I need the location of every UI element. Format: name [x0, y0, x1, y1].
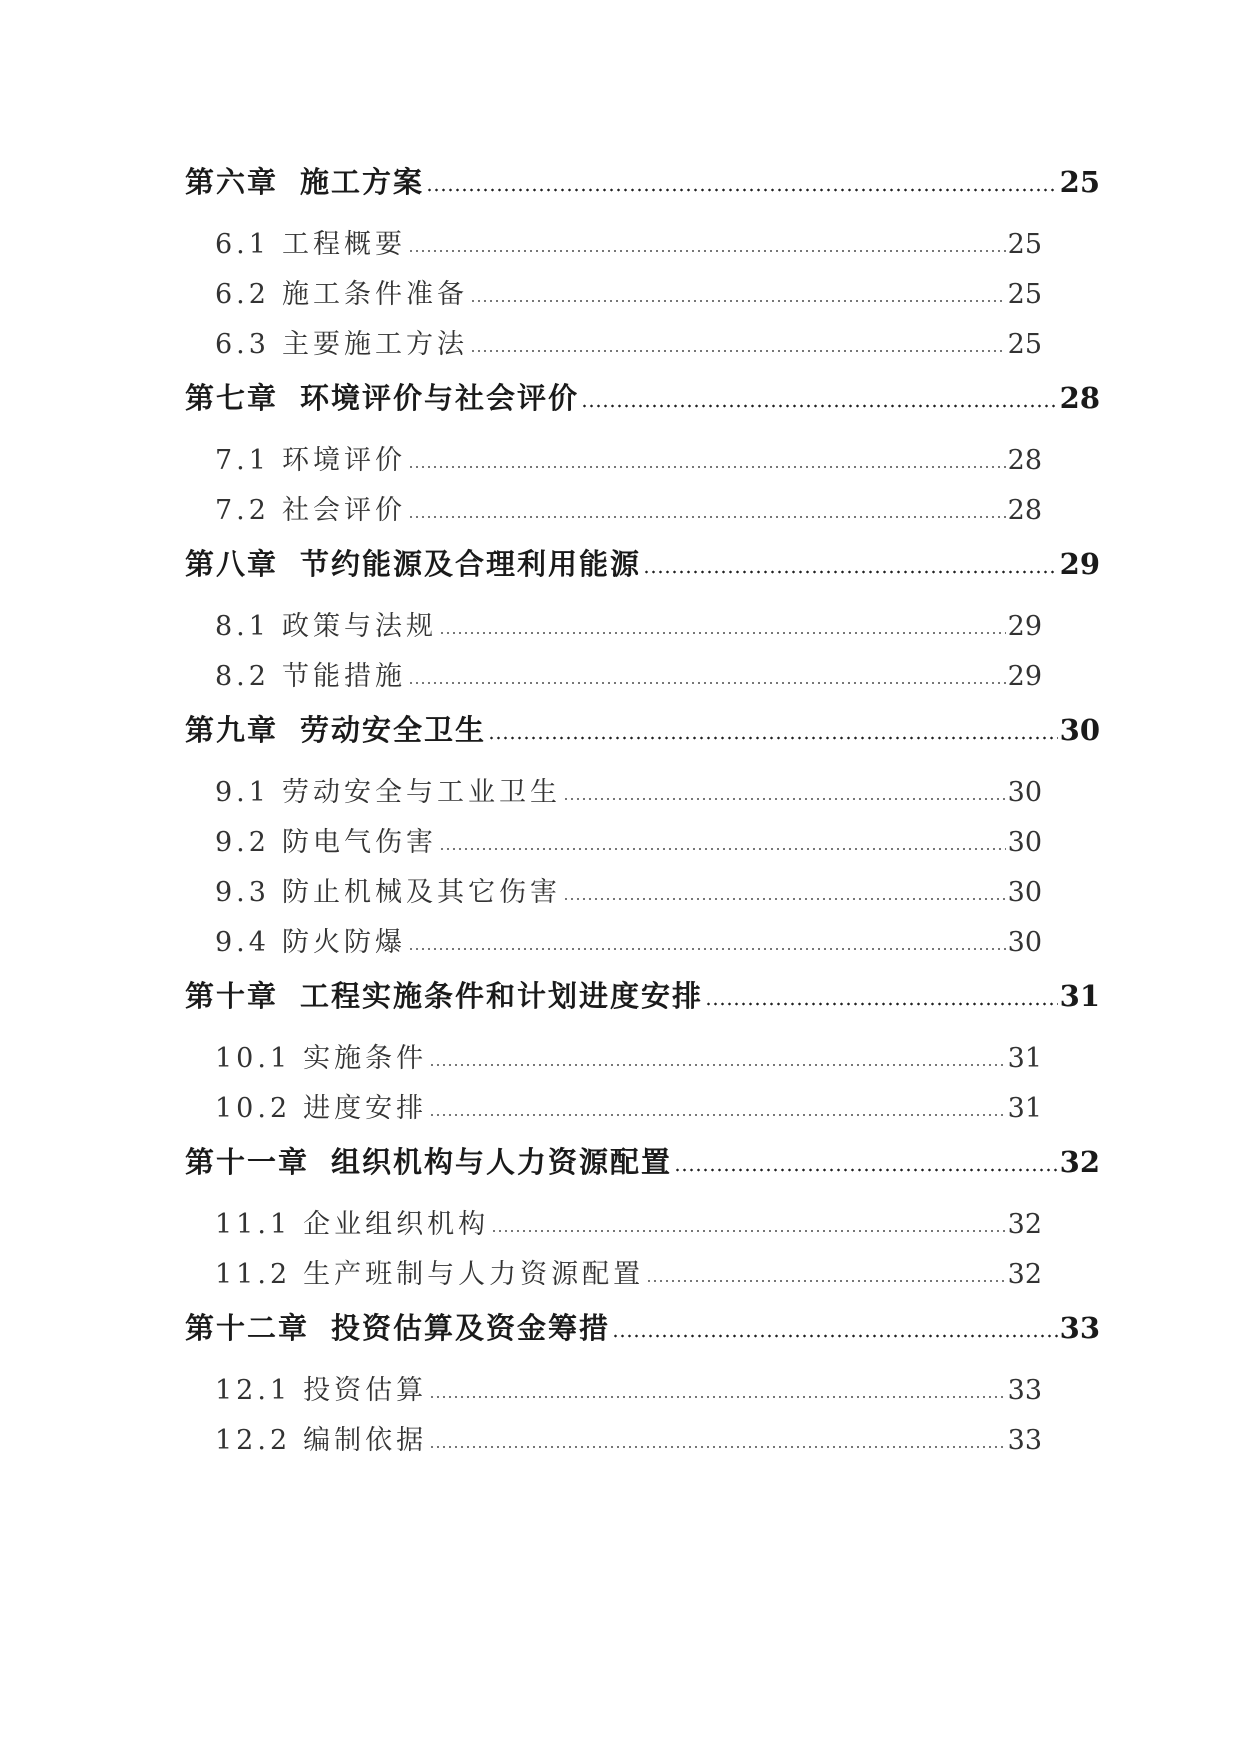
- dot-leader: [439, 847, 1006, 851]
- toc-chapter-entry-number: 第十二章: [185, 1311, 310, 1345]
- toc-section-entry-label: [215, 222, 406, 261]
- toc-section-entry-label: [215, 770, 561, 809]
- toc-section-entry-title: 实施条件: [303, 1043, 428, 1074]
- toc-section-entry-title: 工程概要: [281, 229, 406, 260]
- dot-leader: [408, 515, 1006, 519]
- toc-chapter-entry-label: [185, 974, 703, 1015]
- toc-section-entry-number: 12.1: [215, 1375, 292, 1406]
- toc-chapter-entry-title: 工程实施条件和计划进度安排: [300, 979, 704, 1013]
- toc-section-entry-number: 9.4: [215, 927, 270, 958]
- dot-leader: [674, 1168, 1058, 1172]
- toc-chapter-entry-page-number: 29: [1059, 547, 1100, 581]
- toc-section-entry[interactable]: [185, 1252, 1042, 1302]
- toc-section-entry-page-number: 28: [1007, 445, 1042, 476]
- dot-leader: [470, 299, 1006, 303]
- toc-section-entry-title: 社会评价: [281, 495, 406, 526]
- toc-section-entry-number: 12.2: [215, 1425, 292, 1456]
- toc-chapter-entry-number: 第十章: [185, 979, 279, 1013]
- toc-section-entry-label: [215, 1252, 644, 1291]
- toc-section-entry-number: 9.2: [215, 827, 270, 858]
- toc-section-entry[interactable]: [185, 222, 1042, 272]
- dot-leader: [646, 1279, 1006, 1283]
- toc-section-entry-label: [215, 272, 468, 311]
- toc-chapter-entry-page-number: 30: [1059, 713, 1100, 747]
- toc-section-entry-label: [215, 1368, 427, 1407]
- toc-section-entry[interactable]: [185, 1036, 1042, 1086]
- toc-chapter-entry-number: 第九章: [185, 713, 279, 747]
- toc-section-entry-title: 防止机械及其它伤害: [281, 877, 561, 908]
- toc-chapter-entry-label: [185, 376, 579, 417]
- toc-section-entry-page-number: 25: [1007, 229, 1042, 260]
- toc-section-entry[interactable]: [185, 820, 1042, 870]
- toc-section-entry-number: 6.3: [215, 329, 270, 360]
- toc-chapter-entry[interactable]: [185, 542, 1100, 604]
- toc-chapter-entry-title: 劳动安全卫生: [300, 713, 487, 747]
- toc-section-entry[interactable]: [185, 770, 1042, 820]
- toc-section-entry-page-number: 30: [1007, 777, 1042, 808]
- dot-leader: [705, 1002, 1058, 1006]
- toc-section-entry-title: 生产班制与人力资源配置: [303, 1259, 645, 1290]
- toc-chapter-entry-title: 节约能源及合理利用能源: [300, 547, 642, 581]
- toc-section-entry[interactable]: [185, 870, 1042, 920]
- toc-section-entry-page-number: 32: [1007, 1209, 1042, 1240]
- toc-section-entry-label: [215, 1036, 427, 1075]
- toc-section-entry-title: 环境评价: [281, 445, 406, 476]
- toc-section-entry-number: 7.2: [215, 495, 270, 526]
- dot-leader: [643, 570, 1058, 574]
- toc-chapter-entry[interactable]: [185, 974, 1100, 1036]
- toc-section-entry-title: 节能措施: [281, 661, 406, 692]
- dot-leader: [408, 681, 1006, 685]
- toc-section-entry[interactable]: [185, 1202, 1042, 1252]
- toc-section-entry[interactable]: [185, 920, 1042, 970]
- toc-section-entry-label: [215, 870, 561, 909]
- toc-chapter-entry[interactable]: [185, 708, 1100, 770]
- toc-section-entry-number: 9.3: [215, 877, 270, 908]
- toc-section-entry-title: 企业组织机构: [303, 1209, 490, 1240]
- toc-section-entry-page-number: 30: [1007, 927, 1042, 958]
- toc-section-entry[interactable]: [185, 1086, 1042, 1136]
- toc-section-entry-page-number: 33: [1007, 1375, 1042, 1406]
- toc-chapter-entry-label: [185, 542, 641, 583]
- toc-chapter-entry[interactable]: [185, 1306, 1100, 1368]
- toc-section-entry-label: [215, 920, 406, 959]
- toc-section-entry-label: [215, 1202, 489, 1241]
- toc-section-entry-label: [215, 604, 437, 643]
- toc-chapter-entry-label: [185, 1306, 610, 1347]
- dot-leader: [563, 897, 1006, 901]
- toc-chapter-entry-page-number: 25: [1059, 165, 1100, 199]
- toc-section-entry-number: 6.2: [215, 279, 270, 310]
- dot-leader: [429, 1063, 1006, 1067]
- toc-section-entry-label: [215, 1086, 427, 1125]
- toc-section-entry-page-number: 29: [1007, 661, 1042, 692]
- toc-chapter-entry-label: [185, 708, 486, 749]
- toc-section-entry-page-number: 25: [1007, 329, 1042, 360]
- dot-leader: [491, 1229, 1006, 1233]
- toc-section-entry[interactable]: [185, 1368, 1042, 1418]
- toc-section-entry[interactable]: [185, 604, 1042, 654]
- toc-section-entry-page-number: 32: [1007, 1259, 1042, 1290]
- toc-section-entry-page-number: 29: [1007, 611, 1042, 642]
- toc-chapter-entry-label: [185, 1140, 672, 1181]
- toc-section-entry-number: 10.2: [215, 1093, 292, 1124]
- toc-section-entry-page-number: 30: [1007, 827, 1042, 858]
- toc-section-entry-number: 8.1: [215, 611, 270, 642]
- toc-section-entry-number: 7.1: [215, 445, 270, 476]
- table-of-contents: [185, 160, 1100, 1468]
- toc-section-entry-number: 11.1: [215, 1209, 292, 1240]
- toc-chapter-entry[interactable]: [185, 1140, 1100, 1202]
- toc-section-entry-label: [215, 488, 406, 527]
- toc-section-entry-page-number: 28: [1007, 495, 1042, 526]
- toc-chapter-entry-label: [185, 160, 424, 201]
- toc-section-entry[interactable]: [185, 272, 1042, 322]
- dot-leader: [408, 465, 1006, 469]
- toc-section-entry-page-number: 31: [1007, 1043, 1042, 1074]
- toc-section-entry-label: [215, 654, 406, 693]
- toc-chapter-entry-title: 环境评价与社会评价: [300, 381, 580, 415]
- toc-chapter-entry-page-number: 28: [1059, 381, 1100, 415]
- toc-section-entry-title: 进度安排: [303, 1093, 428, 1124]
- toc-chapter-entry[interactable]: [185, 160, 1100, 222]
- toc-section-entry-page-number: 33: [1007, 1425, 1042, 1456]
- toc-section-entry-number: 8.2: [215, 661, 270, 692]
- toc-chapter-entry-page-number: 32: [1059, 1145, 1100, 1179]
- toc-section-entry[interactable]: [185, 322, 1042, 372]
- toc-section-entry[interactable]: [185, 654, 1042, 704]
- toc-section-entry-title: 防火防爆: [281, 927, 406, 958]
- toc-section-entry-label: [215, 820, 437, 859]
- dot-leader: [563, 797, 1006, 801]
- dot-leader: [429, 1113, 1006, 1117]
- toc-section-entry-page-number: 25: [1007, 279, 1042, 310]
- toc-section-entry-number: 6.1: [215, 229, 270, 260]
- dot-leader: [470, 349, 1006, 353]
- toc-section-entry-title: 投资估算: [303, 1375, 428, 1406]
- toc-chapter-entry-number: 第八章: [185, 547, 279, 581]
- dot-leader: [408, 947, 1006, 951]
- toc-section-entry-title: 防电气伤害: [281, 827, 437, 858]
- dot-leader: [439, 631, 1006, 635]
- toc-section-entry-title: 劳动安全与工业卫生: [281, 777, 561, 808]
- toc-chapter-entry[interactable]: [185, 376, 1100, 438]
- toc-chapter-entry-title: 投资估算及资金筹措: [331, 1311, 611, 1345]
- toc-section-entry-label: [215, 438, 406, 477]
- dot-leader: [612, 1334, 1058, 1338]
- toc-section-entry-page-number: 31: [1007, 1093, 1042, 1124]
- dot-leader: [426, 188, 1058, 192]
- toc-section-entry-label: [215, 322, 468, 361]
- dot-leader: [429, 1445, 1006, 1449]
- toc-chapter-entry-title: 施工方案: [300, 165, 425, 199]
- dot-leader: [429, 1395, 1006, 1399]
- toc-chapter-entry-number: 第十一章: [185, 1145, 310, 1179]
- toc-section-entry-title: 政策与法规: [281, 611, 437, 642]
- toc-section-entry-number: 9.1: [215, 777, 270, 808]
- toc-chapter-entry-title: 组织机构与人力资源配置: [331, 1145, 673, 1179]
- toc-chapter-entry-number: 第六章: [185, 165, 279, 199]
- dot-leader: [408, 249, 1006, 253]
- dot-leader: [488, 736, 1058, 740]
- toc-section-entry-title: 施工条件准备: [281, 279, 468, 310]
- toc-section-entry-label: [215, 1418, 427, 1457]
- toc-chapter-entry-number: 第七章: [185, 381, 279, 415]
- toc-section-entry-title: 编制依据: [303, 1425, 428, 1456]
- toc-section-entry-number: 11.2: [215, 1259, 292, 1290]
- toc-section-entry[interactable]: [185, 488, 1042, 538]
- dot-leader: [581, 404, 1058, 408]
- toc-chapter-entry-page-number: 31: [1059, 979, 1100, 1013]
- toc-section-entry[interactable]: [185, 1418, 1042, 1468]
- toc-section-entry-number: 10.1: [215, 1043, 292, 1074]
- toc-section-entry-page-number: 30: [1007, 877, 1042, 908]
- toc-section-entry[interactable]: [185, 438, 1042, 488]
- toc-chapter-entry-page-number: 33: [1059, 1311, 1100, 1345]
- toc-section-entry-title: 主要施工方法: [281, 329, 468, 360]
